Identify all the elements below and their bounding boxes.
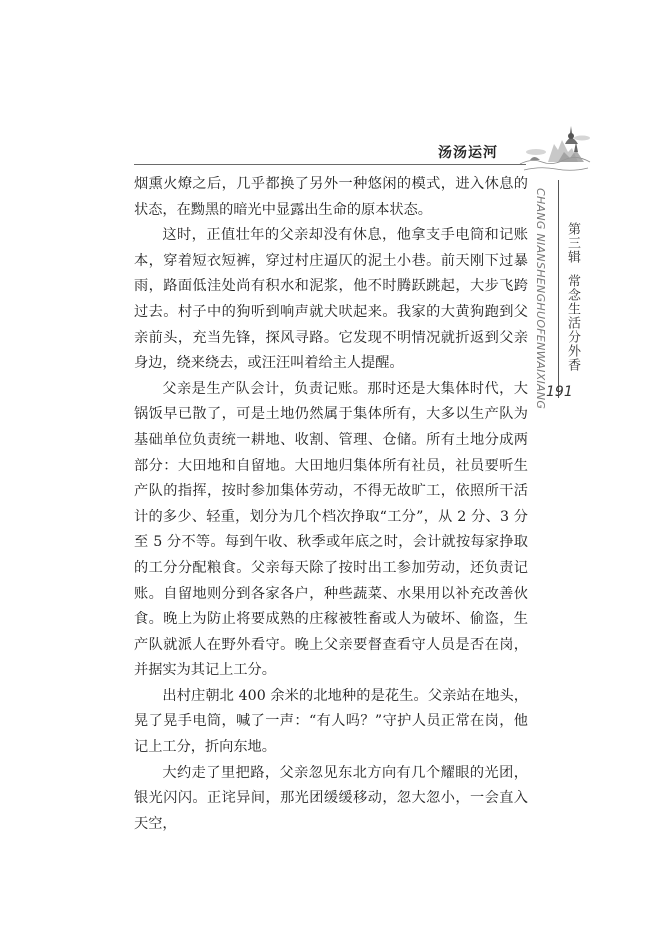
body-text: [134, 172, 528, 837]
paragraph-5: 大约走了里把路，父亲忽见东北方向有几个耀眼的光团，银光闪闪。正诧异间，那光团缓缓移动，忽大忽小，一会直入天空，: [134, 764, 528, 832]
sidebar-pinyin: CHANG NIANSHENGHUOFENWAIXIANG: [534, 188, 547, 410]
running-header-title: 汤汤运河: [438, 145, 498, 161]
paragraph-1: 烟熏火燎之后，几乎都换了另外一种悠闲的模式，进入休息的状态，在黝黑的暗光中显露出生命的原本状态。: [134, 176, 528, 218]
page-number: 191: [546, 384, 573, 400]
sidebar-rule: [558, 180, 559, 398]
header-rule: [134, 164, 526, 165]
paragraph-2: 这时，正值壮年的父亲却没有休息，他拿支手电筒和记账本，穿着短衣短裤，穿过村庄逼仄的泥土小巷。前天刚下过暴雨，路面低洼处尚有积水和泥浆，他不时腾跃跳起，大步飞跨过去。村子中的狗听到响声就犬吠起来。我家的大黄狗跑到父亲前头，充当先锋，探风寻路。它发现不明情况就折返到父亲身边，绕来绕去，或汪汪叫着给主人提醒。: [134, 227, 528, 372]
paragraph-3: 父亲是生产队会计，负责记账。那时还是大集体时代，大锅饭早已散了，可是土地仍然属于集体所有，大多以生产队为基础单位负责统一耕地、收割、管理、仓储。所有土地分成两部分：大田地和自留地。大田地归集体所有社员，社员要听生产队的指挥，按时参加集体劳动，不得无故旷工，依照所干活计的多少、轻重，划分为几个档次挣取“工分”，从 2 分、3 分至 5 分不等。每到午收、秋季或年底之时，会计就按每家挣取的工分分配粮食。父亲每天除了按时出工参加劳动，还负责记账。自留地则分到各家各户，种些蔬菜、水果用以补充改善伙食。晚上为防止将要成熟的庄稼被牲畜或人为破坏、偷盗，生产队就派人在野外看守。晚上父亲要督查看守人员是否在岗，并据实为其记上工分。: [134, 380, 528, 679]
paragraph-4: 出村庄朝北 400 余米的北地种的是花生。父亲站在地头，晃了晃手电筒，喊了一声：“有人吗？”守护人员正常在岗，他记上工分，折向东地。: [134, 687, 528, 756]
sidebar-chapter: 第三辑: [565, 222, 580, 264]
sidebar-section: 常念生活分外香: [565, 274, 580, 372]
sidebar-chapter-title: [563, 222, 582, 372]
ink-landscape-illustration: [518, 122, 594, 178]
